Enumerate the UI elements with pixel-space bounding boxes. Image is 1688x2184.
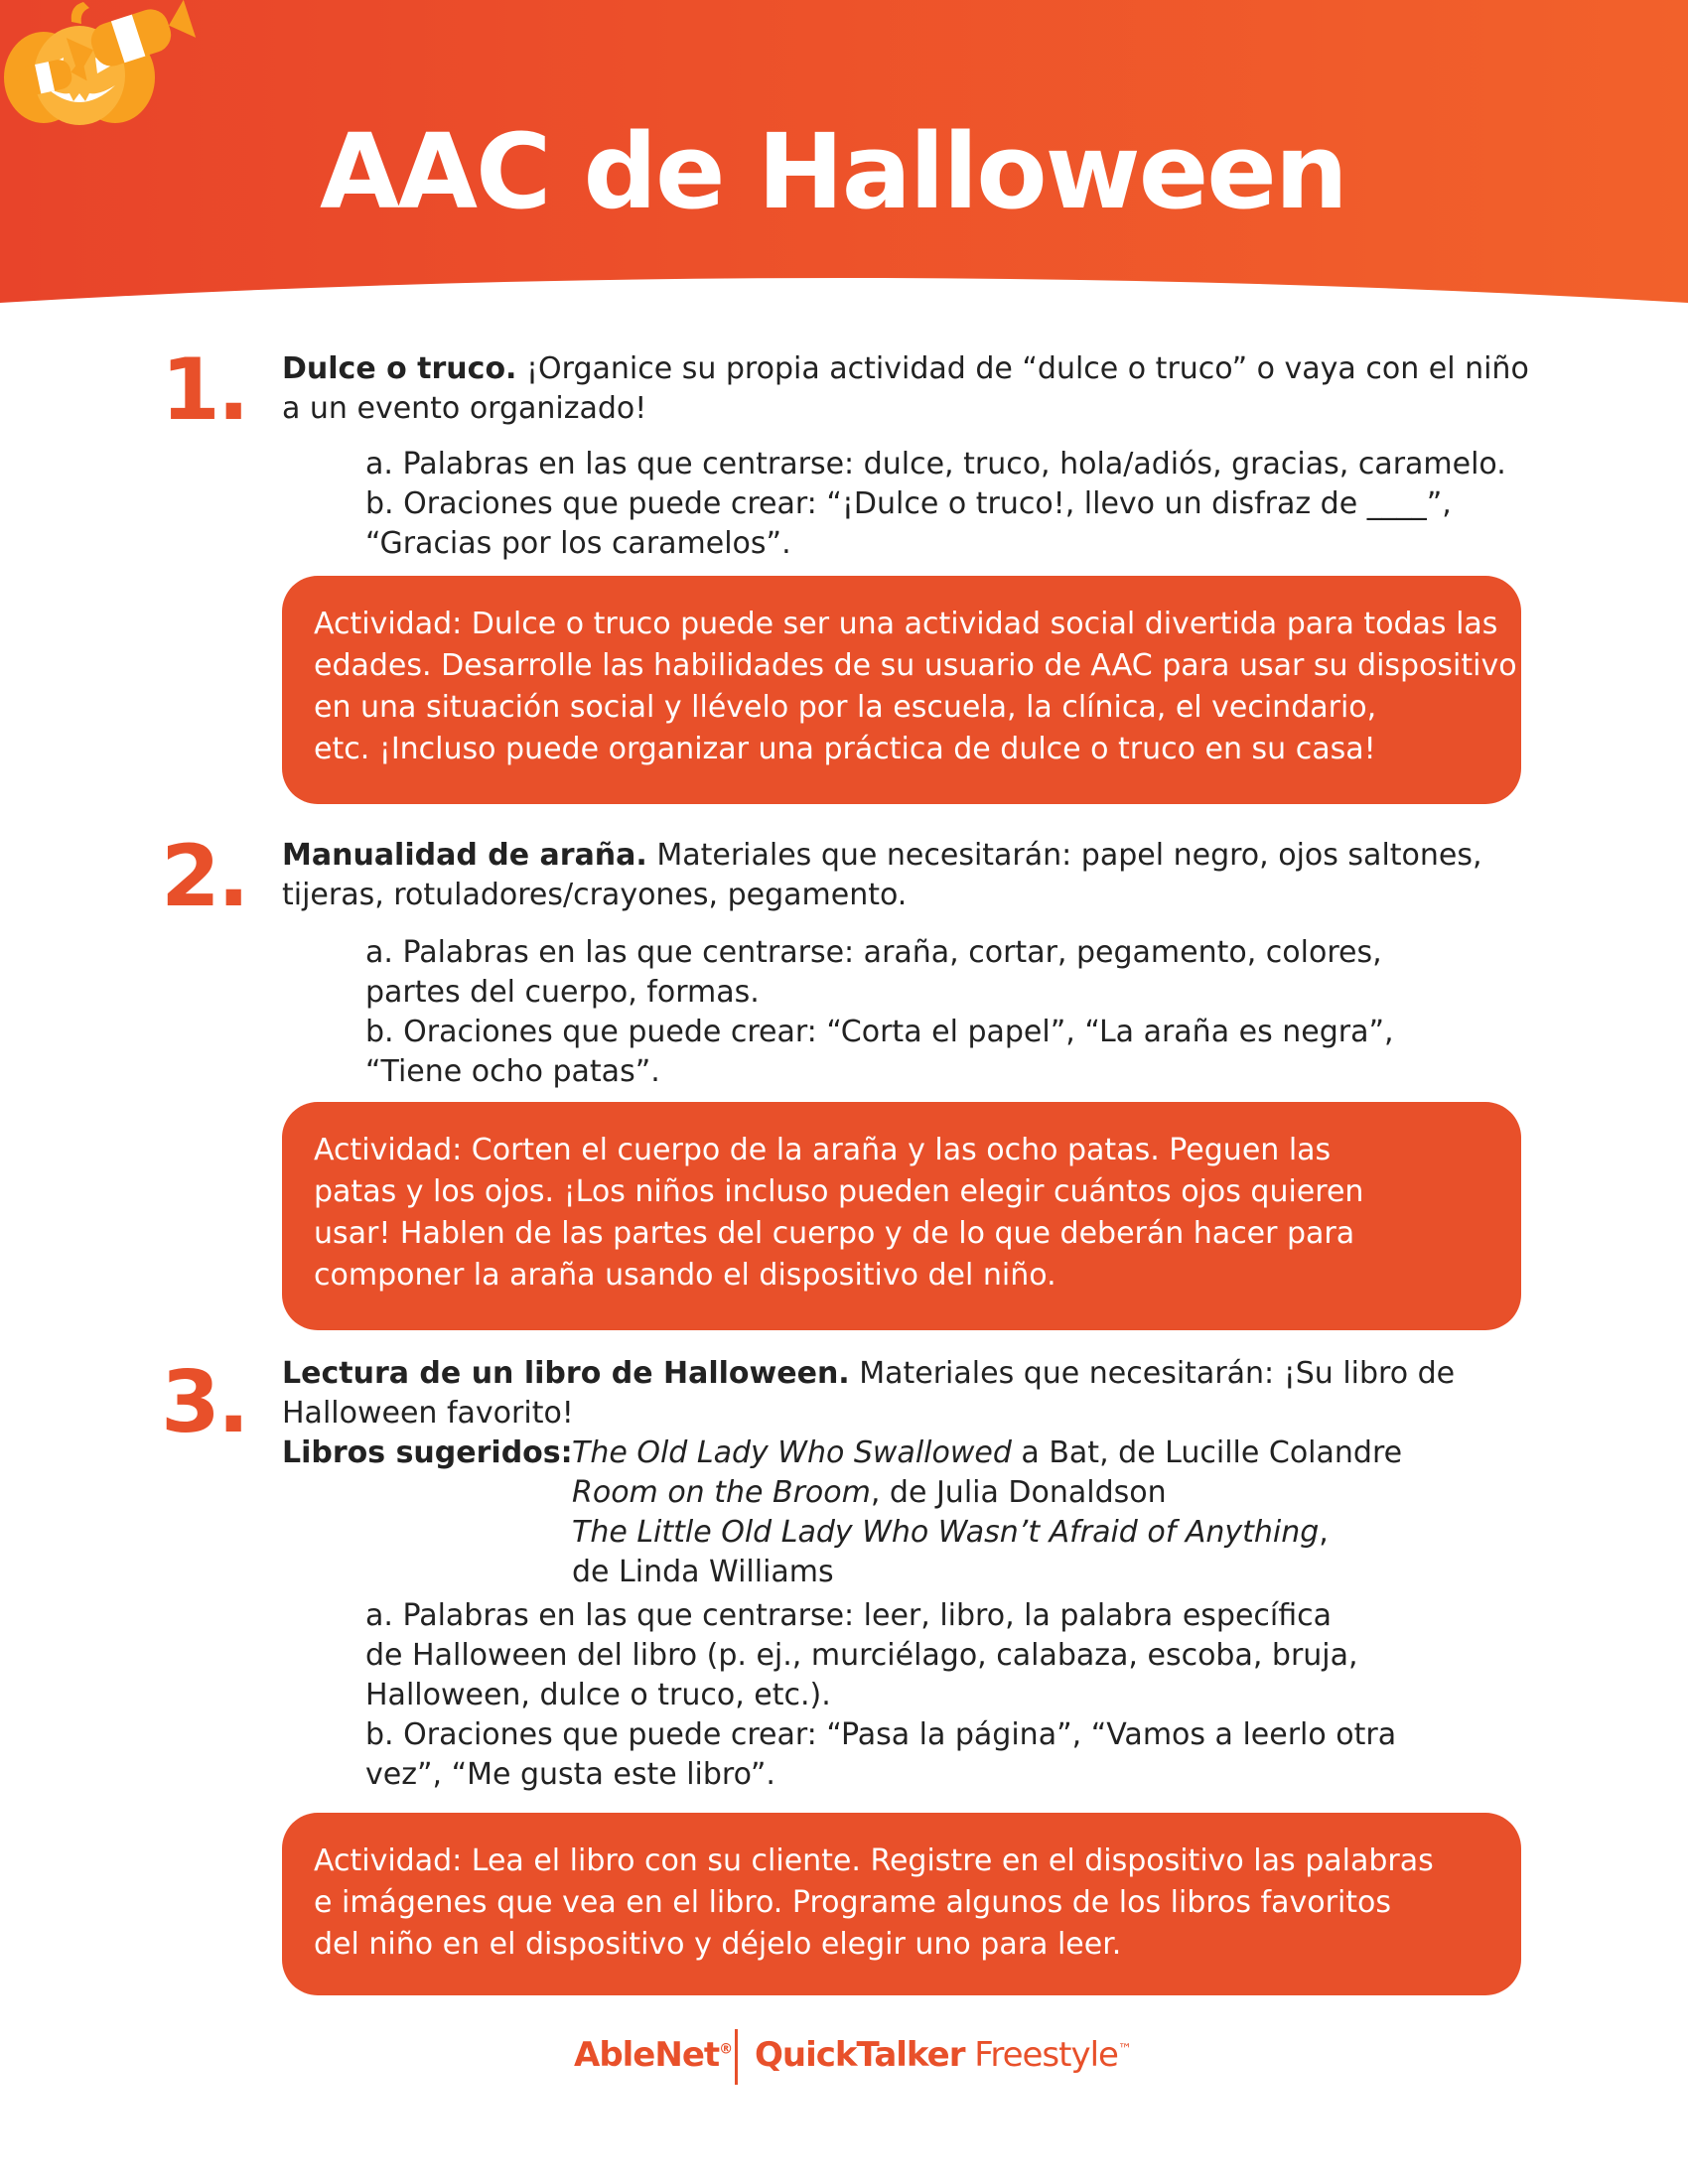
activity-line: edades. Desarrolle las habilidades de su usuario de AAC para usar su dispositivo [314,648,1517,683]
activity-line: Actividad: Dulce o truco puede ser una actividad social divertida para todas las [314,607,1498,641]
list-item: “Gracias por los caramelos”. [365,526,791,561]
activity-line: del niño en el dispositivo y déjelo elegir uno para leer. [314,1927,1122,1962]
list-item: a. Palabras en las que centrarse: leer, libro, la palabra específica [365,1598,1333,1633]
list-item: “Tiene ocho patas”. [365,1054,660,1089]
section-number: 2. [161,827,247,926]
activity-line: e imágenes que vea en el libro. Programe algunos de los libros favoritos [314,1885,1392,1920]
section-intro [282,1354,1455,1433]
candy-icon [0,0,218,109]
book-author: a Bat, de Lucille Colandre [1011,1435,1403,1470]
header-banner [0,0,1688,308]
activity-line: usar! Hablen de las partes del cuerpo y de lo que deberán hacer para [314,1216,1355,1251]
activity-line: componer la araña usando el dispositivo del niño. [314,1258,1056,1293]
book-title: The Little Old Lady Who Wasn’t Afraid of Anything [572,1515,1320,1550]
section-intro [282,349,1529,429]
activity-line: patas y los ojos. ¡Los niños incluso pueden elegir cuántos ojos quieren [314,1174,1364,1209]
section-heading: Lectura de un libro de Halloween. [282,1356,850,1391]
ablenet-logo: AbleNet® [574,2035,733,2075]
activity-line: en una situación social y llévelo por la escuela, la clínica, el vecindario, [314,690,1377,725]
section-intro [282,836,1482,915]
activity-box [282,576,1521,804]
list-item: b. Oraciones que puede crear: “Pasa la página”, “Vamos a leerlo otra [365,1717,1397,1752]
activity-line: Actividad: Corten el cuerpo de la araña y las ocho patas. Peguen las [314,1133,1332,1167]
list-item: vez”, “Me gusta este libro”. [365,1757,775,1792]
quicktalker-logo: QuickTalker Freestyle™ [755,2035,1131,2075]
section-number: 3. [161,1353,247,1452]
activity-line: Actividad: Lea el libro con su cliente. Registre en el dispositivo las palabras [314,1843,1434,1878]
activity-box [282,1102,1521,1330]
section-items [365,1596,1396,1795]
book-title: Room on the Broom [572,1475,871,1510]
list-item: b. Oraciones que puede crear: “Corta el papel”, “La araña es negra”, [365,1015,1394,1049]
activity-box [282,1813,1521,1995]
logo-divider [735,2029,738,2085]
section-heading: Dulce o truco. [282,351,517,386]
list-item: Halloween, dulce o truco, etc.). [365,1678,831,1712]
footer-logos [0,2025,1688,2095]
list-item: partes del cuerpo, formas. [365,975,760,1010]
section-items [365,445,1506,564]
intro-text: Halloween favorito! [282,1396,574,1431]
book-author: de Linda Williams [572,1555,834,1589]
book-author: , [1319,1515,1329,1550]
intro-text: ¡Organice su propia actividad de “dulce o truco” o vaya con el niño [516,351,1529,386]
books-label: Libros sugeridos: [282,1435,573,1470]
section-heading: Manualidad de araña. [282,838,647,873]
list-item: a. Palabras en las que centrarse: dulce, truco, hola/adiós, gracias, caramelo. [365,447,1506,481]
intro-text: a un evento organizado! [282,391,647,426]
intro-text: tijeras, rotuladores/crayones, pegamento. [282,878,908,912]
page-title: AAC de Halloween [320,111,1346,232]
list-item: de Halloween del libro (p. ej., murciélago, calabaza, escoba, bruja, [365,1638,1358,1673]
list-item: a. Palabras en las que centrarse: araña, cortar, pegamento, colores, [365,935,1382,970]
section-items [365,933,1394,1092]
section-number: 1. [161,341,247,440]
activity-line: etc. ¡Incluso puede organizar una práctica de dulce o truco en su casa! [314,732,1376,766]
book-author: , de Julia Donaldson [870,1475,1167,1510]
intro-text: Materiales que necesitarán: ¡Su libro de [849,1356,1456,1391]
suggested-books [282,1433,1402,1592]
list-item: b. Oraciones que puede crear: “¡Dulce o truco!, llevo un disfraz de ____”, [365,486,1452,521]
book-title: The Old Lady Who Swallowed [572,1435,1012,1470]
intro-text: Materiales que necesitarán: papel negro, ojos saltones, [646,838,1482,873]
